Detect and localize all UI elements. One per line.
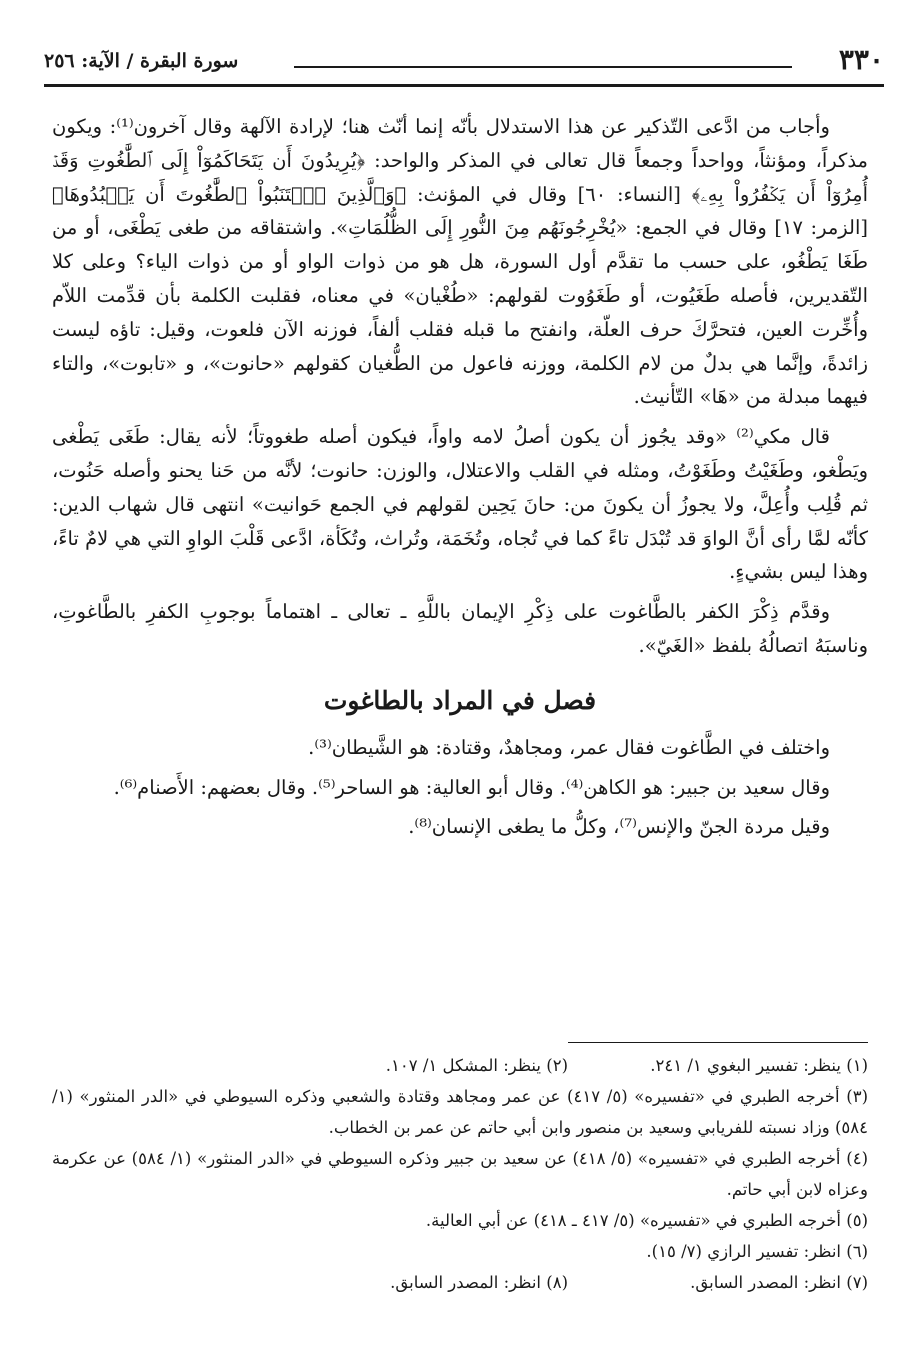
running-head: سورة البقرة / الآية: ٢٥٦ bbox=[44, 50, 239, 72]
footnote: (٤) أخرجه الطبري في «تفسيره» (٥/ ٤١٨) عن سعيد بن جبير وذكره السيوطي في «الدر المنثور» (١/ ٥٨٤) عن عكرمة وعزاه لابن أبي حاتم. bbox=[52, 1149, 868, 1199]
footnotes bbox=[52, 1050, 868, 1298]
footnote: (٢) ينظر: المشكل ١/ ١٠٧. bbox=[385, 1056, 568, 1075]
footnote: (٨) انظر: المصدر السابق. bbox=[390, 1273, 568, 1292]
main-text bbox=[52, 110, 868, 850]
paragraph: وقيل مردة الجنّ والإنس⁽⁷⁾، وكلُّ ما يطغى الإنسان⁽⁸⁾. bbox=[408, 815, 830, 839]
footnote: (٣) أخرجه الطبري في «تفسيره» (٥/ ٤١٧) عن عمر ومجاهد وقتادة والشعبي وذكره السيوطي في «الدر المنثور» (١/ ٥٨٤) وزاد نسبته للفريابي وسعيد بن منصور وابن أبي حاتم عن عمر بن الخطاب. bbox=[52, 1087, 868, 1137]
paragraph: وقال سعيد بن جبير: هو الكاهن⁽⁴⁾. وقال أبو العالية: هو الساحر⁽⁵⁾. وقال بعضهم: الأَصنام⁽⁶⁾. bbox=[113, 775, 830, 799]
paragraph: قال مكي⁽²⁾ «وقد يجُوز أن يكون أصلُ لامه واواً، فيكون أصله طغووتاً؛ لأنه يقال: طَغَى يَطْغى ويَطْغو، وطَغَيْتُ وطَغَوْتُ، ومثله في القلب والاعتلال، والوزن: حانوت؛ لأنَّه من حَنا يحنو وأصله حَنُوت، ثم قُلِب وأُعِلَّ، ولا يجوزُ أن يكونَ من: حانَ يَحِين لقولهم في الجمع حَوانيت» انتهى قال شهاب الدين: كأنّه لمَّا رأى أنَّ الواوَ قد تُبْدَل تاءً كما في تُجاه، وتُخَمَة، وتُراث، وتُكَأة، ادَّعى قَلْبَ الواوِ التي هي لامٌ تاءً، وهذا ليس بشيءٍ. bbox=[52, 425, 868, 584]
page-number: ٣٣٠ bbox=[838, 43, 884, 76]
footnote-row bbox=[52, 1050, 868, 1081]
footnote-row bbox=[52, 1267, 868, 1298]
paragraph: وقدَّم ذِكْرَ الكفر بالطَّاغوت على ذِكْرِ الإيمان باللَّهِ ـ تعالى ـ اهتماماً بوجوبِ الكفرِ بالطَّاغوتِ، وناسبَهُ اتصالُهُ بلفظ «الغَيّ». bbox=[52, 600, 868, 657]
paragraph: واختلف في الطَّاغوت فقال عمر، ومجاهدٌ، وقتادة: هو الشَّيطان⁽³⁾. bbox=[308, 735, 830, 759]
section-heading: فصل في المراد بالطاغوت bbox=[323, 685, 597, 715]
paragraph: وأجاب من ادَّعى التّذكير عن هذا الاستدلال بأنّه إنما أنّث هنا؛ لإرادة الآلهة وقال آخرون⁽¹⁾: ويكون مذكراً، ومؤنثاً، وواحداً وجمعاً قال تعالى في المذكر والواحد: ﴿يُرِيدُونَ أَن يَتَحَاكَمُوٓاْ إِلَى ٱلطَّٰغُوتِ وَقَدۡ أُمِرُوٓاْ أَن يَكۡفُرُواْ بِهِۦ﴾ [النساء: ٦٠] وقال في المؤنث: ﴿وَٱلَّذِينَ ٱجۡتَنَبُواْ ٱلطَّٰغُوتَ أَن يَعۡبُدُوهَا﴾ [الزمر: ١٧] وقال في الجمع: «يُخْرِجُونَهُم مِنَ النُّورِ إِلَى الظُّلُمَاتِ». واشتقاقه من طغى يَطْغَى، أو من طَغَا يَطْغُو، على حسب ما تقدَّم أول السورة، هل هو من ذوات الواو أو من ذوات الياء؟ وعلى كلا التّقديرين، فأصله طَغَيُوت، أو طَغَوُوت لقولهم: «طُغْيان» في معناه، فقلبت الكلمة بأن قدِّمت اللاّم وأُخِّرت العين، فتحرَّكَ حرف العلّة، وانفتح ما قبله فقلب ألفاً، فوزنه الآن فلعوت، وقيل: تاؤه ليست زائدةً، وإنَّما هي بدلٌ من لام الكلمة، ووزنه فاعول من الطُّغيان كقولهم «حانوت»، و «تابوت»، والتاء فيهما مبدلة من «هَا» التّأنيث. bbox=[52, 115, 868, 409]
footnote-divider bbox=[568, 1042, 868, 1043]
header-divider bbox=[44, 84, 884, 87]
page-header bbox=[44, 40, 884, 80]
header-divider-short bbox=[294, 66, 792, 68]
footnote: (٧) انظر: المصدر السابق. bbox=[690, 1273, 868, 1292]
footnote: (١) ينظر: تفسير البغوي ١/ ٢٤١. bbox=[650, 1056, 868, 1075]
footnote: (٦) انظر: تفسير الرازي (٧/ ١٥). bbox=[646, 1242, 868, 1261]
footnote: (٥) أخرجه الطبري في «تفسيره» (٥/ ٤١٧ ـ ٤١٨) عن أبي العالية. bbox=[425, 1211, 868, 1230]
